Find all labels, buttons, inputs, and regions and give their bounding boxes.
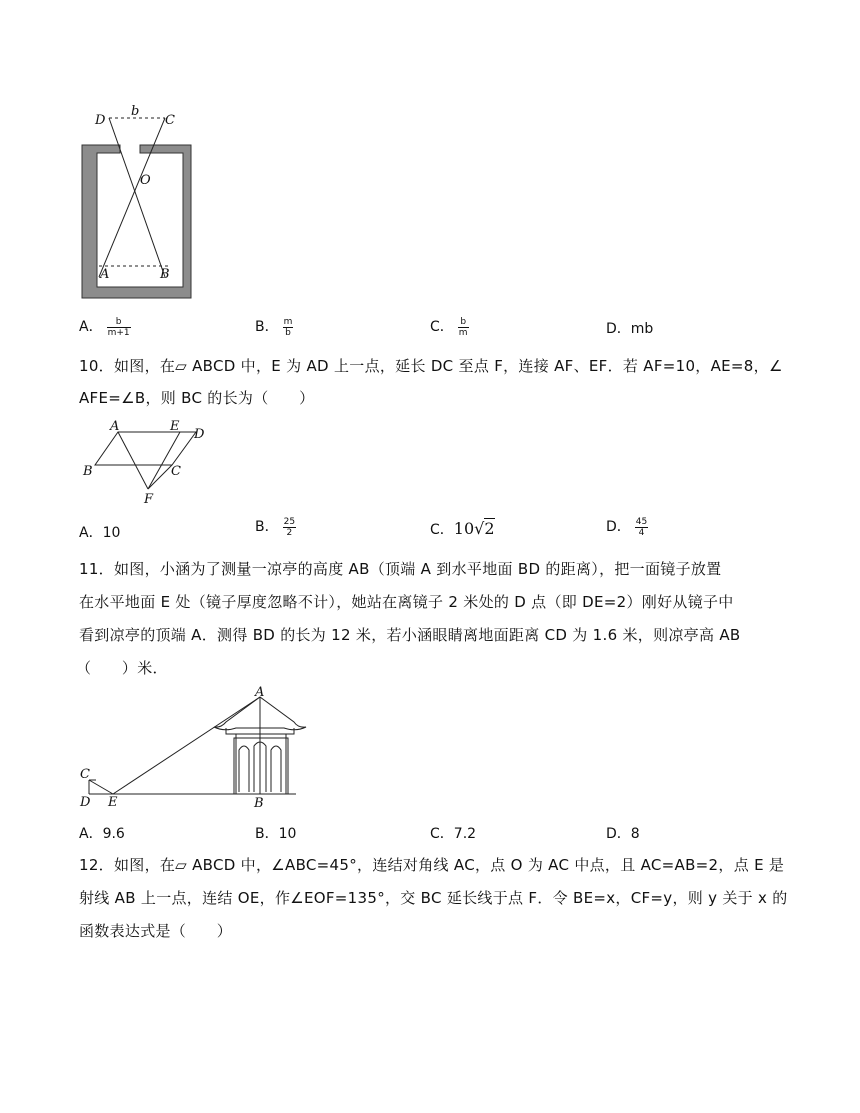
q9-option-c[interactable]: C． $\frac{b}{m}$ [430,316,468,338]
q10-label-F: F [144,492,154,507]
q10-option-a[interactable]: A．10 [79,525,121,541]
q9-figure [78,100,198,300]
q9-label-B: B [160,267,170,282]
q11-text-line1: 11．如图，小涵为了测量一凉亭的高度 AB（顶端 A 到水平地面 BD 的距离），把一面镜子放置 [79,560,722,578]
q9-label-A: A [100,267,110,282]
q10-text-line1: 10．如图，在▱ ABCD 中，E 为 AD 上一点，延长 DC 至点 F，连接 AF、EF．若 AF=10，AE=8，∠ [79,357,783,375]
q11-label-E: E [108,795,118,810]
q9-label-b: b [131,104,140,119]
q10-option-d[interactable]: D． $\frac{45}{4}$ [606,516,648,538]
q12-text-line3: 函数表达式是（ ） [79,922,233,940]
frame-shape [82,145,191,298]
q10-option-b[interactable]: B． $\frac{25}{2}$ [255,516,296,538]
q11-option-a[interactable]: A．9.6 [79,826,125,842]
q11-option-c[interactable]: C．7.2 [430,826,477,842]
q10-label-C: C [171,464,181,479]
q9-option-b[interactable]: B． $\frac{m}{b}$ [255,316,293,338]
q11-option-b[interactable]: B．10 [255,826,297,842]
q9-label-D: D [95,113,106,128]
fraction: $\frac{b}{m}$ [458,316,468,338]
q12-text-line1: 12．如图，在▱ ABCD 中，∠ABC=45°，连结对角线 AC，点 O 为 AC 中点，且 AC=AB=2，点 E 是 [79,856,785,874]
q10-label-A: A [110,419,120,434]
q11-text-line3: 看到凉亭的顶端 A．测得 BD 的长为 12 米，若小涵眼睛离地面距离 CD 为 1.6 米，则凉亭高 AB [79,626,741,644]
q10-text-line2: AFE=∠B，则 BC 的长为（ ） [79,389,315,407]
fraction: $\frac{m}{b}$ [283,316,293,338]
q11-label-D: D [80,795,91,810]
q11-figure [76,682,308,812]
sqrt-sign: √ [474,519,485,538]
q10-option-c[interactable]: C．10√2 [430,519,495,538]
fraction: $\frac{b}{m+1}$ [107,316,130,338]
q11-option-d[interactable]: D．8 [606,826,640,842]
q11-text-line2: 在水平地面 E 处（镜子厚度忽略不计），她站在离镜子 2 米处的 D 点（即 DE=2）刚好从镜子中 [79,593,734,611]
q11-label-A: A [255,685,265,700]
q9-label-O: O [140,173,151,188]
q10-figure [78,415,218,507]
q11-text-line4: （ ）米． [76,659,168,677]
q10-label-D: D [194,427,205,442]
q12-text-line2: 射线 AB 上一点，连结 OE，作∠EOF=135°，交 BC 延长线于点 F．令 BE=x，CF=y，则 y 关于 x 的 [79,889,788,907]
q10-label-E: E [170,419,180,434]
q11-label-B: B [254,796,264,811]
fraction: $\frac{45}{4}$ [635,516,648,538]
q9-option-d[interactable]: D．mb [606,321,654,337]
fraction: $\frac{25}{2}$ [283,516,296,538]
q9-option-a[interactable]: A． $\frac{b}{m+1}$ [79,316,130,338]
q9-label-C: C [165,113,175,128]
q10-label-B: B [83,464,93,479]
q11-label-C: C [80,767,90,782]
